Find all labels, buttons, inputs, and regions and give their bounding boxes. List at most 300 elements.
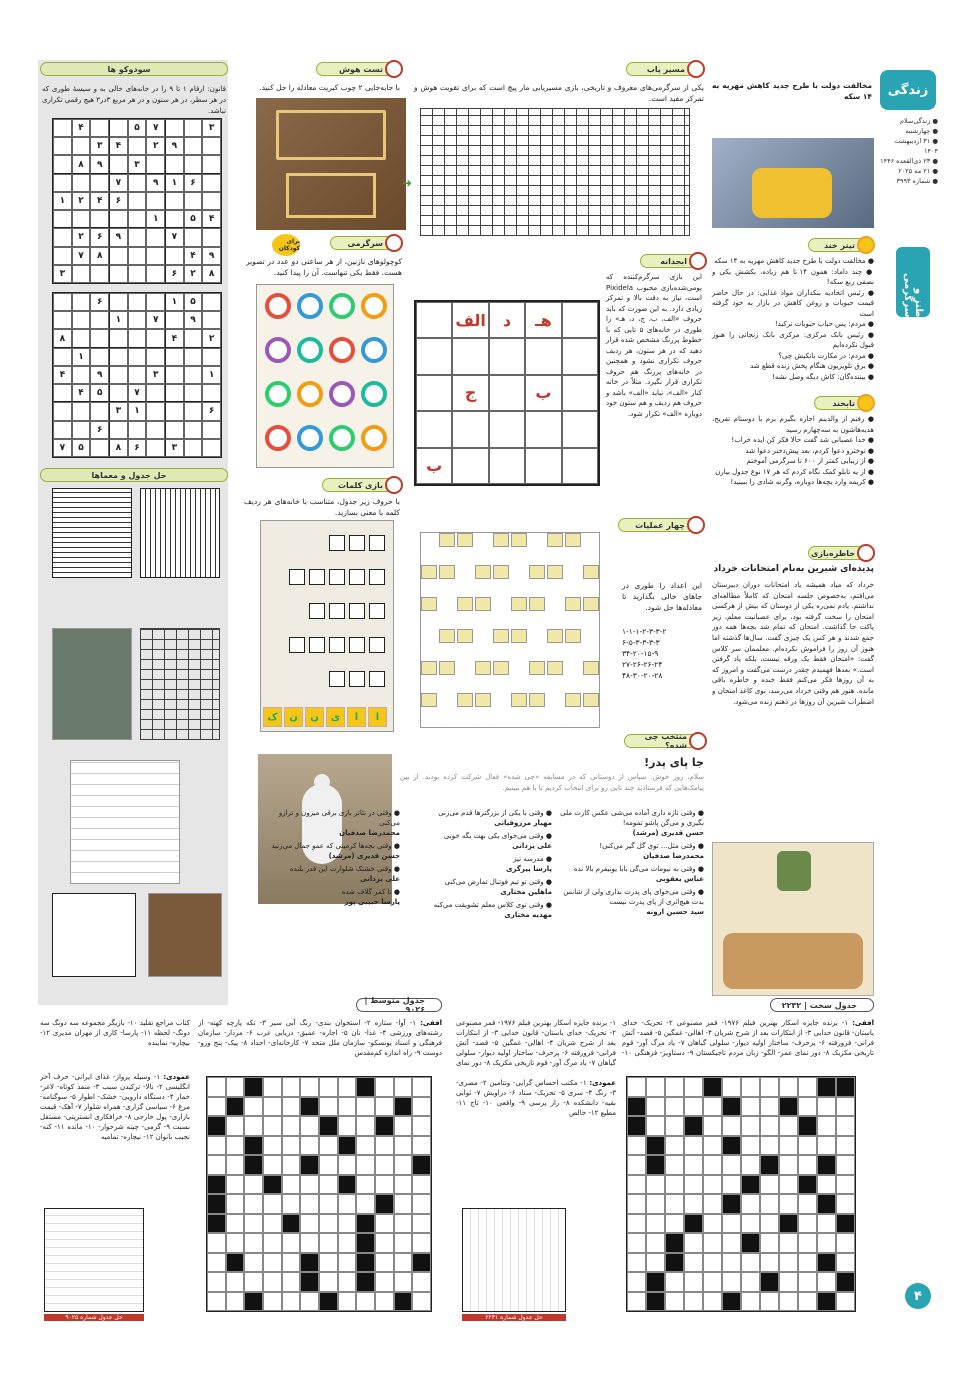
- crossword-cell[interactable]: [779, 1155, 798, 1175]
- ops-cell[interactable]: [583, 597, 599, 611]
- abjad-cell[interactable]: [562, 338, 598, 374]
- alarm-clock-icon[interactable]: [265, 425, 291, 451]
- crossword-cell[interactable]: [798, 1253, 817, 1273]
- crossword-cell[interactable]: [244, 1116, 263, 1136]
- abjad-grid[interactable]: [414, 300, 600, 486]
- sudoku-cell[interactable]: [202, 228, 221, 246]
- crossword-cell[interactable]: [300, 1116, 319, 1136]
- ops-cell[interactable]: [529, 565, 545, 579]
- crossword-cell[interactable]: [741, 1214, 760, 1234]
- crossword-cell[interactable]: [703, 1155, 722, 1175]
- sudoku-cell[interactable]: [53, 119, 72, 137]
- alarm-clock-icon[interactable]: [361, 425, 387, 451]
- crossword-cell[interactable]: [741, 1136, 760, 1156]
- crossword-cell[interactable]: [412, 1292, 431, 1312]
- crossword-cell[interactable]: [244, 1214, 263, 1234]
- crossword-cell[interactable]: [798, 1136, 817, 1156]
- crossword-cell[interactable]: [760, 1292, 779, 1312]
- crossword-cell[interactable]: [798, 1077, 817, 1097]
- sudoku-cell[interactable]: [109, 155, 128, 173]
- sudoku-cell[interactable]: [128, 366, 147, 384]
- sudoku-cell[interactable]: [53, 228, 72, 246]
- crossword-cell[interactable]: [817, 1116, 836, 1136]
- abjad-cell[interactable]: [416, 302, 452, 338]
- abjad-cell[interactable]: [489, 375, 525, 411]
- crossword-cell[interactable]: [703, 1175, 722, 1195]
- sudoku-cell[interactable]: [53, 174, 72, 192]
- ops-cell[interactable]: [421, 693, 437, 707]
- crossword-cell[interactable]: [319, 1155, 338, 1175]
- crossword-cell[interactable]: [338, 1272, 357, 1292]
- sudoku-cell[interactable]: [202, 348, 221, 366]
- crossword-cell[interactable]: [627, 1175, 646, 1195]
- crossword-cell[interactable]: [338, 1097, 357, 1117]
- crossword-cell[interactable]: [627, 1272, 646, 1292]
- crossword-cell[interactable]: [817, 1175, 836, 1195]
- sudoku-cell[interactable]: [72, 265, 91, 283]
- crossword-cell[interactable]: [282, 1175, 301, 1195]
- alarm-clock-icon[interactable]: [329, 381, 355, 407]
- crossword-cell[interactable]: [722, 1155, 741, 1175]
- crossword-cell[interactable]: [627, 1214, 646, 1234]
- crossword-cell[interactable]: [646, 1175, 665, 1195]
- crossword-cell[interactable]: [836, 1155, 855, 1175]
- word-cell[interactable]: [369, 637, 385, 653]
- crossword-cell[interactable]: [646, 1077, 665, 1097]
- crossword-cell[interactable]: [703, 1253, 722, 1273]
- crossword-cell[interactable]: [722, 1175, 741, 1195]
- word-cell[interactable]: [349, 535, 365, 551]
- sudoku-cell[interactable]: [53, 293, 72, 311]
- abjad-cell[interactable]: [416, 375, 452, 411]
- crossword-cell[interactable]: [394, 1077, 413, 1097]
- sudoku-cell[interactable]: [109, 119, 128, 137]
- alarm-clock-icon[interactable]: [361, 381, 387, 407]
- sudoku-cell[interactable]: [72, 329, 91, 347]
- clocks-puzzle[interactable]: [256, 284, 394, 468]
- crossword-cell[interactable]: [836, 1116, 855, 1136]
- crossword-cell[interactable]: [375, 1253, 394, 1273]
- crossword-cell[interactable]: [703, 1272, 722, 1292]
- abjad-cell[interactable]: [525, 338, 561, 374]
- crossword-cell[interactable]: [244, 1175, 263, 1195]
- ops-cell[interactable]: [421, 661, 437, 675]
- sudoku-cell[interactable]: [90, 311, 109, 329]
- sudoku-cell[interactable]: [90, 402, 109, 420]
- crossword-cell[interactable]: [741, 1194, 760, 1214]
- crossword-cell[interactable]: [226, 1272, 245, 1292]
- crossword-cell[interactable]: [394, 1194, 413, 1214]
- sudoku-cell[interactable]: [146, 439, 165, 457]
- sudoku-cell[interactable]: [202, 174, 221, 192]
- alarm-clock-icon[interactable]: [297, 425, 323, 451]
- crossword-cell[interactable]: [300, 1136, 319, 1156]
- ops-cell[interactable]: [493, 533, 509, 547]
- ops-cell[interactable]: [529, 693, 545, 707]
- crossword-cell[interactable]: [665, 1175, 684, 1195]
- crossword-cell[interactable]: [741, 1116, 760, 1136]
- crossword-cell[interactable]: [338, 1214, 357, 1234]
- crossword-cell[interactable]: [244, 1253, 263, 1273]
- ops-cell[interactable]: [457, 533, 473, 547]
- sudoku-cell[interactable]: [165, 210, 184, 228]
- crossword-cell[interactable]: [244, 1272, 263, 1292]
- word-cell[interactable]: [329, 671, 345, 687]
- ops-cell[interactable]: [511, 693, 527, 707]
- crossword-cell[interactable]: [646, 1116, 665, 1136]
- crossword-cell[interactable]: [338, 1253, 357, 1273]
- sudoku-cell[interactable]: [128, 329, 147, 347]
- crossword-cell[interactable]: [741, 1097, 760, 1117]
- crossword-cell[interactable]: [394, 1136, 413, 1156]
- ops-cell[interactable]: [511, 533, 527, 547]
- abjad-cell[interactable]: ج: [452, 375, 488, 411]
- words-puzzle[interactable]: [260, 520, 394, 732]
- ops-cell[interactable]: [493, 565, 509, 579]
- ops-cell[interactable]: [493, 661, 509, 675]
- sudoku-cell[interactable]: [146, 155, 165, 173]
- crossword-cell[interactable]: [684, 1097, 703, 1117]
- sudoku-cell[interactable]: [146, 329, 165, 347]
- crossword-cell[interactable]: [207, 1272, 226, 1292]
- crossword-cell[interactable]: [300, 1175, 319, 1195]
- sudoku-cell[interactable]: [202, 421, 221, 439]
- crossword-cell[interactable]: [226, 1175, 245, 1195]
- crossword-cell[interactable]: [684, 1175, 703, 1195]
- crossword-cell[interactable]: [779, 1136, 798, 1156]
- sudoku-cell[interactable]: [202, 293, 221, 311]
- ops-cell[interactable]: [511, 629, 527, 643]
- crossword-cell[interactable]: [627, 1253, 646, 1273]
- crossword-cell[interactable]: [356, 1292, 375, 1312]
- hard-crossword-grid[interactable]: [626, 1076, 856, 1312]
- ops-cell[interactable]: [565, 597, 581, 611]
- sudoku-cell[interactable]: [165, 247, 184, 265]
- word-cell[interactable]: [349, 637, 365, 653]
- sudoku-cell[interactable]: [90, 439, 109, 457]
- abjad-cell[interactable]: [562, 411, 598, 447]
- sudoku-cell[interactable]: [128, 348, 147, 366]
- crossword-cell[interactable]: [375, 1136, 394, 1156]
- crossword-cell[interactable]: [226, 1136, 245, 1156]
- sudoku-cell[interactable]: [184, 119, 203, 137]
- crossword-cell[interactable]: [741, 1272, 760, 1292]
- crossword-cell[interactable]: [703, 1214, 722, 1234]
- crossword-cell[interactable]: [282, 1233, 301, 1253]
- crossword-cell[interactable]: [627, 1194, 646, 1214]
- sudoku-cell[interactable]: [128, 247, 147, 265]
- crossword-cell[interactable]: [356, 1136, 375, 1156]
- word-cell[interactable]: [369, 569, 385, 585]
- abjad-cell[interactable]: [562, 448, 598, 484]
- crossword-cell[interactable]: [836, 1292, 855, 1312]
- crossword-cell[interactable]: [375, 1233, 394, 1253]
- sudoku-cell[interactable]: [184, 329, 203, 347]
- sudoku-cell[interactable]: [109, 210, 128, 228]
- sudoku-cell[interactable]: [109, 329, 128, 347]
- sudoku-cell[interactable]: [184, 137, 203, 155]
- crossword-cell[interactable]: [836, 1194, 855, 1214]
- sudoku-cell[interactable]: [53, 155, 72, 173]
- sudoku-cell[interactable]: [72, 311, 91, 329]
- crossword-cell[interactable]: [760, 1175, 779, 1195]
- crossword-cell[interactable]: [226, 1292, 245, 1312]
- sudoku-cell[interactable]: [165, 311, 184, 329]
- sudoku-cell[interactable]: [184, 348, 203, 366]
- crossword-cell[interactable]: [263, 1077, 282, 1097]
- ops-cell[interactable]: [547, 533, 563, 547]
- crossword-cell[interactable]: [722, 1272, 741, 1292]
- crossword-cell[interactable]: [646, 1097, 665, 1117]
- crossword-cell[interactable]: [319, 1272, 338, 1292]
- crossword-cell[interactable]: [263, 1233, 282, 1253]
- crossword-cell[interactable]: [263, 1116, 282, 1136]
- sudoku-cell[interactable]: [53, 421, 72, 439]
- crossword-cell[interactable]: [412, 1116, 431, 1136]
- crossword-cell[interactable]: [300, 1194, 319, 1214]
- crossword-cell[interactable]: [282, 1194, 301, 1214]
- crossword-cell[interactable]: [300, 1233, 319, 1253]
- crossword-cell[interactable]: [338, 1116, 357, 1136]
- crossword-cell[interactable]: [263, 1194, 282, 1214]
- sudoku-cell[interactable]: [146, 228, 165, 246]
- crossword-cell[interactable]: [338, 1155, 357, 1175]
- crossword-cell[interactable]: [412, 1272, 431, 1292]
- crossword-cell[interactable]: [684, 1077, 703, 1097]
- ops-cell[interactable]: [547, 661, 563, 675]
- sudoku-cell[interactable]: [165, 348, 184, 366]
- crossword-cell[interactable]: [207, 1097, 226, 1117]
- crossword-cell[interactable]: [779, 1233, 798, 1253]
- sudoku-cell[interactable]: [72, 366, 91, 384]
- crossword-cell[interactable]: [412, 1136, 431, 1156]
- crossword-cell[interactable]: [703, 1116, 722, 1136]
- crossword-cell[interactable]: [244, 1233, 263, 1253]
- sudoku-cell[interactable]: [184, 192, 203, 210]
- sudoku-cell[interactable]: [202, 192, 221, 210]
- sudoku-cell[interactable]: [165, 119, 184, 137]
- sudoku-cell[interactable]: [72, 293, 91, 311]
- sudoku-cell[interactable]: [109, 366, 128, 384]
- crossword-cell[interactable]: [282, 1097, 301, 1117]
- crossword-cell[interactable]: [760, 1253, 779, 1273]
- word-cell[interactable]: [309, 603, 325, 619]
- crossword-cell[interactable]: [300, 1214, 319, 1234]
- crossword-cell[interactable]: [684, 1292, 703, 1312]
- crossword-cell[interactable]: [722, 1077, 741, 1097]
- crossword-cell[interactable]: [817, 1233, 836, 1253]
- crossword-cell[interactable]: [226, 1155, 245, 1175]
- crossword-cell[interactable]: [836, 1175, 855, 1195]
- crossword-cell[interactable]: [207, 1136, 226, 1156]
- crossword-cell[interactable]: [665, 1194, 684, 1214]
- crossword-cell[interactable]: [665, 1116, 684, 1136]
- abjad-cell[interactable]: الف: [452, 302, 488, 338]
- crossword-cell[interactable]: [394, 1175, 413, 1195]
- crossword-cell[interactable]: [338, 1292, 357, 1312]
- sudoku-cell[interactable]: [109, 265, 128, 283]
- crossword-cell[interactable]: [338, 1077, 357, 1097]
- sudoku-cell[interactable]: [184, 439, 203, 457]
- crossword-cell[interactable]: [779, 1292, 798, 1312]
- crossword-cell[interactable]: [375, 1155, 394, 1175]
- crossword-cell[interactable]: [627, 1292, 646, 1312]
- sudoku-cell[interactable]: [146, 421, 165, 439]
- sudoku-cell[interactable]: [202, 137, 221, 155]
- crossword-cell[interactable]: [722, 1253, 741, 1273]
- crossword-cell[interactable]: [760, 1136, 779, 1156]
- sudoku-cell[interactable]: [109, 293, 128, 311]
- crossword-cell[interactable]: [394, 1116, 413, 1136]
- sudoku-cell[interactable]: [128, 210, 147, 228]
- ops-cell[interactable]: [457, 597, 473, 611]
- sudoku-cell[interactable]: [128, 137, 147, 155]
- crossword-cell[interactable]: [798, 1097, 817, 1117]
- alarm-clock-icon[interactable]: [329, 337, 355, 363]
- sudoku-cell[interactable]: [184, 228, 203, 246]
- crossword-cell[interactable]: [627, 1233, 646, 1253]
- ops-cell[interactable]: [565, 629, 581, 643]
- sudoku-cell[interactable]: [184, 402, 203, 420]
- crossword-cell[interactable]: [817, 1097, 836, 1117]
- crossword-cell[interactable]: [779, 1253, 798, 1273]
- sudoku-cell[interactable]: [90, 348, 109, 366]
- crossword-cell[interactable]: [319, 1214, 338, 1234]
- crossword-cell[interactable]: [798, 1194, 817, 1214]
- sudoku-cell[interactable]: [53, 247, 72, 265]
- crossword-cell[interactable]: [722, 1233, 741, 1253]
- sudoku-cell[interactable]: [184, 421, 203, 439]
- sudoku-cell[interactable]: [109, 348, 128, 366]
- four-ops-puzzle[interactable]: [420, 532, 600, 728]
- crossword-cell[interactable]: [319, 1077, 338, 1097]
- maze-puzzle[interactable]: [420, 108, 690, 236]
- crossword-cell[interactable]: [226, 1194, 245, 1214]
- crossword-cell[interactable]: [627, 1155, 646, 1175]
- sudoku-cell[interactable]: [128, 311, 147, 329]
- crossword-cell[interactable]: [760, 1077, 779, 1097]
- sudoku-grid-2[interactable]: [52, 292, 222, 458]
- crossword-cell[interactable]: [741, 1077, 760, 1097]
- sudoku-cell[interactable]: [202, 155, 221, 173]
- crossword-cell[interactable]: [207, 1155, 226, 1175]
- alarm-clock-icon[interactable]: [361, 337, 387, 363]
- crossword-cell[interactable]: [356, 1155, 375, 1175]
- alarm-clock-icon[interactable]: [265, 293, 291, 319]
- sudoku-cell[interactable]: [146, 384, 165, 402]
- crossword-cell[interactable]: [684, 1136, 703, 1156]
- crossword-cell[interactable]: [300, 1292, 319, 1312]
- word-cell[interactable]: [329, 569, 345, 585]
- ops-cell[interactable]: [583, 661, 599, 675]
- crossword-cell[interactable]: [375, 1097, 394, 1117]
- crossword-cell[interactable]: [817, 1214, 836, 1234]
- abjad-cell[interactable]: [525, 448, 561, 484]
- word-cell[interactable]: [369, 603, 385, 619]
- crossword-cell[interactable]: [722, 1214, 741, 1234]
- crossword-cell[interactable]: [300, 1077, 319, 1097]
- sudoku-cell[interactable]: [146, 265, 165, 283]
- crossword-cell[interactable]: [244, 1194, 263, 1214]
- abjad-cell[interactable]: [562, 375, 598, 411]
- alarm-clock-icon[interactable]: [361, 293, 387, 319]
- sudoku-cell[interactable]: [165, 155, 184, 173]
- sudoku-cell[interactable]: [165, 366, 184, 384]
- crossword-cell[interactable]: [665, 1155, 684, 1175]
- crossword-cell[interactable]: [338, 1194, 357, 1214]
- sudoku-cell[interactable]: [184, 366, 203, 384]
- crossword-cell[interactable]: [412, 1077, 431, 1097]
- ops-cell[interactable]: [475, 661, 491, 675]
- sudoku-cell[interactable]: [90, 174, 109, 192]
- abjad-cell[interactable]: [452, 338, 488, 374]
- sudoku-cell[interactable]: [53, 137, 72, 155]
- crossword-cell[interactable]: [356, 1194, 375, 1214]
- crossword-cell[interactable]: [412, 1097, 431, 1117]
- sudoku-cell[interactable]: [184, 384, 203, 402]
- crossword-cell[interactable]: [226, 1077, 245, 1097]
- crossword-cell[interactable]: [779, 1272, 798, 1292]
- crossword-cell[interactable]: [375, 1077, 394, 1097]
- crossword-cell[interactable]: [226, 1116, 245, 1136]
- ops-cell[interactable]: [457, 693, 473, 707]
- crossword-cell[interactable]: [263, 1097, 282, 1117]
- crossword-cell[interactable]: [412, 1194, 431, 1214]
- crossword-cell[interactable]: [798, 1233, 817, 1253]
- word-cell[interactable]: [289, 569, 305, 585]
- alarm-clock-icon[interactable]: [297, 381, 323, 407]
- crossword-cell[interactable]: [394, 1233, 413, 1253]
- crossword-cell[interactable]: [412, 1214, 431, 1234]
- crossword-cell[interactable]: [703, 1292, 722, 1312]
- crossword-cell[interactable]: [665, 1097, 684, 1117]
- abjad-cell[interactable]: [489, 448, 525, 484]
- ops-cell[interactable]: [583, 565, 599, 579]
- crossword-cell[interactable]: [646, 1253, 665, 1273]
- sudoku-cell[interactable]: [72, 210, 91, 228]
- sudoku-cell[interactable]: [53, 384, 72, 402]
- alarm-clock-icon[interactable]: [265, 337, 291, 363]
- ops-cell[interactable]: [547, 629, 563, 643]
- sudoku-cell[interactable]: [72, 137, 91, 155]
- crossword-cell[interactable]: [684, 1253, 703, 1273]
- sudoku-cell[interactable]: [202, 311, 221, 329]
- crossword-cell[interactable]: [665, 1272, 684, 1292]
- ops-cell[interactable]: [493, 629, 509, 643]
- sudoku-cell[interactable]: [184, 155, 203, 173]
- sudoku-cell[interactable]: [146, 402, 165, 420]
- crossword-cell[interactable]: [282, 1155, 301, 1175]
- sudoku-cell[interactable]: [53, 348, 72, 366]
- crossword-cell[interactable]: [394, 1253, 413, 1273]
- crossword-cell[interactable]: [394, 1272, 413, 1292]
- ops-cell[interactable]: [475, 597, 491, 611]
- sudoku-cell[interactable]: [53, 402, 72, 420]
- word-cell[interactable]: [349, 569, 365, 585]
- sudoku-cell[interactable]: [128, 174, 147, 192]
- ops-cell[interactable]: [583, 693, 599, 707]
- abjad-cell[interactable]: [416, 411, 452, 447]
- ops-cell[interactable]: [529, 661, 545, 675]
- crossword-cell[interactable]: [684, 1194, 703, 1214]
- ops-cell[interactable]: [457, 629, 473, 643]
- crossword-cell[interactable]: [665, 1136, 684, 1156]
- crossword-cell[interactable]: [319, 1097, 338, 1117]
- crossword-cell[interactable]: [282, 1272, 301, 1292]
- crossword-cell[interactable]: [779, 1175, 798, 1195]
- word-cell[interactable]: [309, 569, 325, 585]
- abjad-cell[interactable]: [562, 302, 598, 338]
